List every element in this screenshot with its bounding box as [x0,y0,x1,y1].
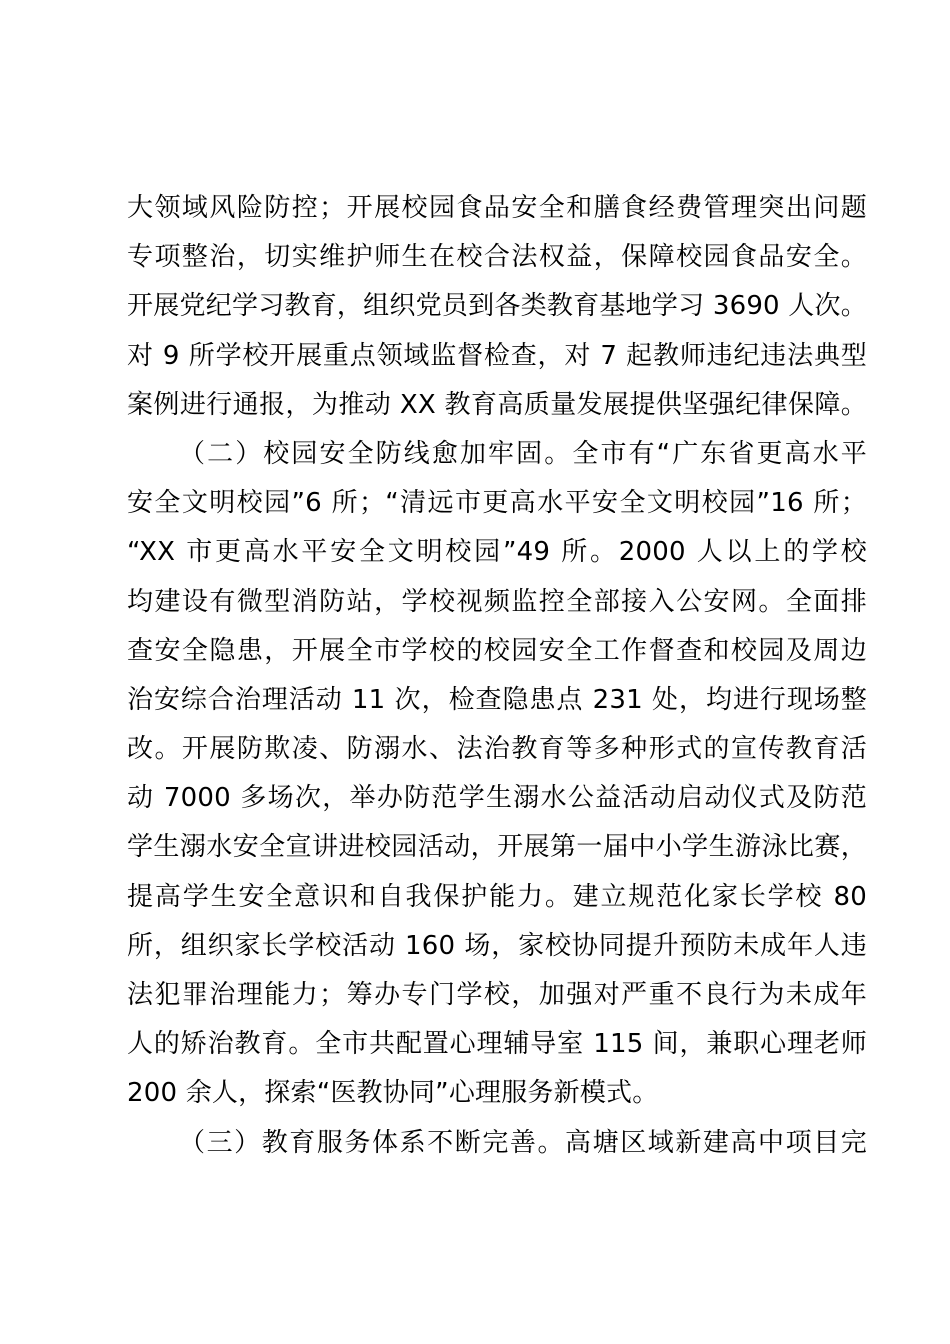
document-body [127,184,867,1168]
text-line: 案例进行通报，为推动 XX 教育高质量发展提供坚强纪律保障。 [127,389,867,420]
text-line: 200 余人，探索“医教协同”心理服务新模式。 [127,1078,659,1109]
text-line: “XX 市更高水平安全文明校园”49 所。2000 人以上的学校 [127,537,867,568]
text-line: 大领域风险防控；开展校园食品安全和膳食经费管理突出问题 [127,193,867,223]
text-line: 学生溺水安全宣讲进校园活动，开展第一届中小学生游泳比赛， [127,832,867,863]
text-line: 人的矫治教育。全市共配置心理辅导室 115 间，兼职心理老师 [127,1029,867,1060]
text-line: 查安全隐患，开展全市学校的校园安全工作督查和校园及周边 [127,635,867,666]
section-heading-line: （三）教育服务体系不断完善。高塘区域新建高中项目完 [179,1127,867,1158]
text-line: 安全文明校园”6 所；“清远市更高水平安全文明校园”16 所； [127,488,867,519]
text-line: 均建设有微型消防站，学校视频监控全部接入公安网。全面排 [127,586,867,617]
text-line: 对 9 所学校开展重点领域监督检查，对 7 起教师违纪违法典型 [127,340,867,371]
text-line: 法犯罪治理能力；筹办专门学校，加强对严重不良行为未成年 [127,980,867,1010]
text-line: 动 7000 多场次，举办防范学生溺水公益活动启动仪式及防范 [127,783,867,814]
text-line: 所，组织家长学校活动 160 场，家校协同提升预防未成年人违 [127,930,867,961]
text-line: 改。开展防欺凌、防溺水、法治教育等多种形式的宣传教育活 [127,734,867,765]
text-line: 专项整治，切实维护师生在校合法权益，保障校园食品安全。 [127,242,867,273]
text-line: 开展党纪学习教育，组织党员到各类教育基地学习 3690 人次。 [127,291,867,322]
text-line: 提高学生安全意识和自我保护能力。建立规范化家长学校 80 [127,881,867,912]
section-heading-line: （二）校园安全防线愈加牢固。全市有“广东省更高水平 [179,438,867,469]
text-line: 治安综合治理活动 11 次，检查隐患点 231 处，均进行现场整 [127,684,867,715]
